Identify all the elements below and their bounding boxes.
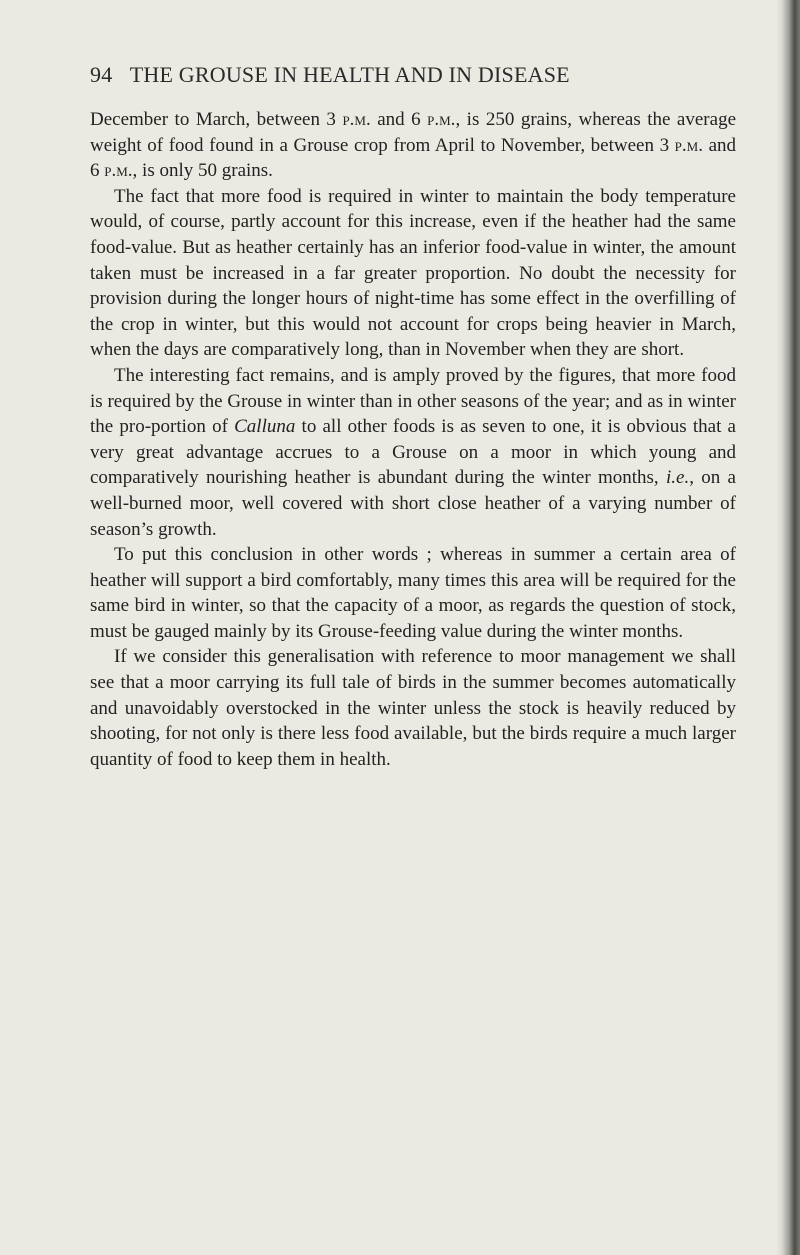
- italic-term: Calluna: [234, 416, 296, 438]
- text-run: The interesting fact remains, and is amply proved by the figures, that more food is required by the Grouse in winter than in other seasons of the year; and as in winter the pro-portion of: [90, 364, 736, 438]
- paragraph-5: If we consider this generalisation with reference to moor management we shall see that a moor carrying its full tale of birds in the summer becomes automatically and unavoidably overstocked in the winter unless the stock is heavily reduced by shooting, for not only is there less food available, but the birds require a much larger quantity of food to keep them in health.: [90, 646, 736, 770]
- text-run: , is only 50 grains.: [132, 160, 273, 182]
- paragraph-2: The fact that more food is required in winter to maintain the body temperature would, of course, partly account for this increase, even if the heather had the same food-value. But as heather certainly has an inferior food-value in winter, the amount taken must be increased in a far greater proportion. No doubt the necessity for provision during the longer hours of night-time has some effect in the overfilling of the crop in winter, but this would not account for crops being heavier in March, when the days are comparatively long, than in November when they are short.: [90, 185, 736, 361]
- text-run: and 6: [90, 134, 736, 182]
- page-edge: [782, 0, 800, 1255]
- running-head: [90, 62, 710, 88]
- time-abbrev: p.m.: [342, 109, 371, 130]
- text-run: , on a well-burned moor, well covered with short close heather of a varying number of season’s growth.: [90, 467, 736, 540]
- text-run: to all other foods is as seven to one, it is obvious that a very great advantage accrues to a Grouse on a moor in which young and comparatively nourishing heather is abundant during the winter months,: [90, 416, 736, 489]
- text-run: and 6: [370, 109, 428, 130]
- time-abbrev: p.m.: [674, 134, 703, 156]
- italic-term: i.e.: [665, 467, 690, 489]
- paragraph-4: To put this conclusion in other words ; whereas in summer a certain area of heather will support a bird comfortably, many times this area will be required for the same bird in winter, so that the capacity of a moor, as regards the question of stock, must be gauged mainly by its Grouse-feeding value during the winter months.: [90, 544, 736, 642]
- text-run: , is 250 grains, whereas the average weight of food found in a Grouse crop from April to November, between 3: [90, 109, 736, 156]
- time-abbrev: p.m.: [427, 109, 456, 130]
- page-number: 94: [90, 62, 113, 87]
- body-text: [90, 107, 736, 772]
- running-title: THE GROUSE IN HEALTH AND IN DISEASE: [129, 62, 570, 87]
- time-abbrev: p.m.: [104, 160, 133, 182]
- paragraph-1: [90, 107, 736, 184]
- paragraph-3: [90, 363, 736, 542]
- text-run: December to March, between 3: [90, 109, 343, 130]
